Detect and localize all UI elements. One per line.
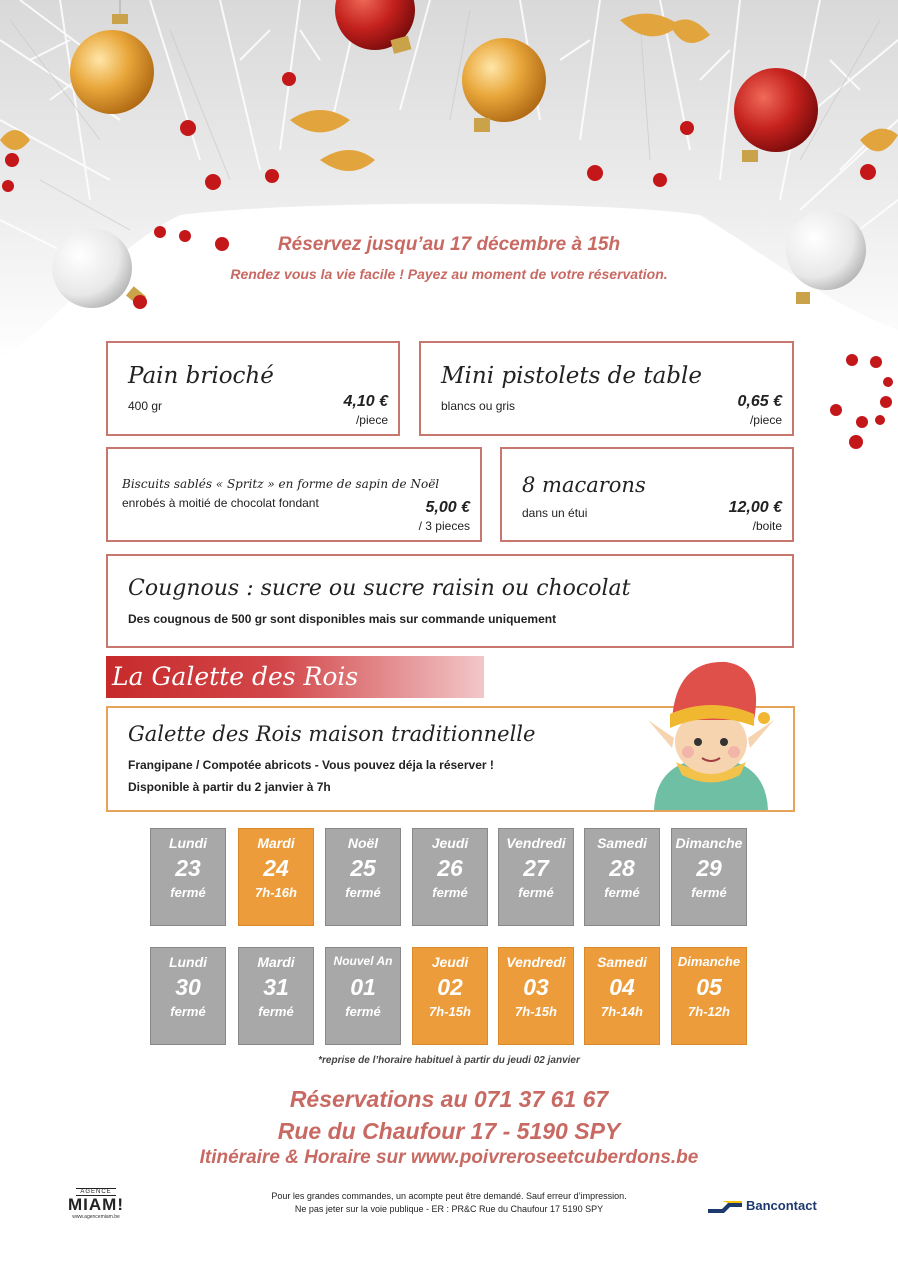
payment-note: Rendez vous la vie facile ! Payez au moment de votre réservation. [230,266,668,282]
product-price: 0,65 € [737,393,782,410]
product-biscuits-spritz [106,447,482,542]
day-status: 7h-16h [255,885,297,900]
day-number: 04 [609,974,635,1000]
galette-section-title: La Galette des Rois [106,656,484,698]
logo-miam-text: MIAM! [68,1195,124,1214]
galette-line1: Frangipane / Compotée abricots - Vous pouvez déja la réserver ! [128,758,494,772]
day-name: Mardi [257,954,295,970]
day-number: 27 [523,855,549,881]
product-desc: 400 gr [128,399,163,413]
galette-line2: Disponible à partir du 2 janvier à 7h [128,780,331,794]
day-lundi-30 [150,947,226,1045]
day-dimanche-29 [671,828,747,926]
day-lundi-23 [150,828,226,926]
day-number: 03 [523,974,549,1000]
product-title: Pain brioché [128,363,274,389]
day-noel-25 [325,828,401,926]
product-title: 8 macarons [522,473,646,497]
day-status: fermé [604,885,640,900]
day-status: fermé [170,885,206,900]
galette-title: Galette des Rois maison traditionnelle [128,722,536,746]
day-vendredi-27 [498,828,574,926]
bancontact-text: Bancontact [746,1198,817,1213]
day-number: 01 [350,974,376,1000]
day-name: Dimanche [675,835,743,851]
logo-agence-text: AGENCE [76,1188,116,1196]
day-samedi-04 [584,947,660,1045]
day-number: 29 [696,855,722,881]
product-desc: blancs ou gris [441,399,516,413]
day-dimanche-05 [671,947,747,1045]
day-number: 25 [350,855,376,881]
day-jeudi-26 [412,828,488,926]
product-price: 12,00 € [728,499,782,516]
day-number: 23 [175,855,201,881]
day-status: fermé [691,885,727,900]
day-name: Jeudi [431,954,469,970]
day-number: 30 [175,974,201,1000]
day-name: Dimanche [677,954,741,969]
day-name: Noël [347,835,379,851]
day-number: 02 [437,974,463,1000]
product-mini-pistolets [419,341,794,436]
day-status: fermé [518,885,554,900]
product-unit: /piece [355,413,388,427]
day-name: Jeudi [431,835,469,851]
day-status: fermé [170,1004,206,1019]
day-number: 24 [263,855,289,881]
day-name: Lundi [168,835,208,851]
day-mardi-31 [238,947,314,1045]
day-status: 7h-14h [601,1004,643,1019]
logo-site-text: www.agencemiam.be [72,1214,120,1220]
reservation-deadline: Réservez jusqu’au 17 décembre à 15h [277,234,621,255]
day-number: 26 [437,855,463,881]
bancontact-icon [708,1199,742,1215]
product-price: 5,00 € [425,499,470,516]
product-title: Mini pistolets de table [441,363,702,389]
day-name: Samedi [597,954,647,970]
day-name: Vendredi [506,954,566,970]
day-status: fermé [432,885,468,900]
product-title: Cougnous : sucre ou sucre raisin ou chocolat [128,576,631,601]
day-status: 7h-15h [429,1004,471,1019]
product-price: 4,10 € [343,393,388,410]
day-name: Nouvel An [333,954,393,968]
day-number: 31 [263,974,289,1000]
day-name: Samedi [597,835,647,851]
product-desc: enrobés à moitié de chocolat fondant [122,496,319,510]
day-name: Lundi [168,954,208,970]
product-desc: Des cougnous de 500 gr sont disponibles mais sur commande uniquement [128,612,557,626]
schedule-note: *reprise de l’horaire habituel à partir du jeudi 02 janvier [318,1055,580,1066]
day-status: fermé [258,1004,294,1019]
footer-line1: Pour les grandes commandes, un acompte peut être demandé. Sauf erreur d’impression. [271,1191,627,1201]
day-status: 7h-15h [515,1004,557,1019]
day-name: Mardi [257,835,295,851]
day-name: Vendredi [506,835,566,851]
product-pain-brioche [106,341,400,436]
day-number: 28 [609,855,635,881]
day-number: 05 [696,974,722,1000]
day-status: fermé [345,1004,381,1019]
day-mardi-24 [238,828,314,926]
product-cougnous [106,554,794,648]
day-vendredi-03 [498,947,574,1045]
product-unit: /boite [752,519,782,533]
day-status: fermé [345,885,381,900]
day-status: 7h-12h [688,1004,730,1019]
website-link[interactable]: Itinéraire & Horaire sur www.poivreroseetcuberdons.be [199,1147,699,1168]
day-jeudi-02 [412,947,488,1045]
day-samedi-28 [584,828,660,926]
product-unit: / 3 pieces [418,519,470,533]
product-unit: /piece [749,413,782,427]
product-macarons [500,447,794,542]
reservation-phone: Réservations au 071 37 61 67 [289,1086,609,1112]
product-desc: dans un étui [522,506,588,520]
elf-illustration [636,650,786,810]
day-nouvel-an-01 [325,947,401,1045]
product-title: Biscuits sablés « Spritz » en forme de sapin de Noël [122,477,440,491]
footer-line2: Ne pas jeter sur la voie publique - ER : PR&C Rue du Chaufour 17 5190 SPY [294,1204,604,1214]
shop-address: Rue du Chaufour 17 - 5190 SPY [277,1118,621,1144]
